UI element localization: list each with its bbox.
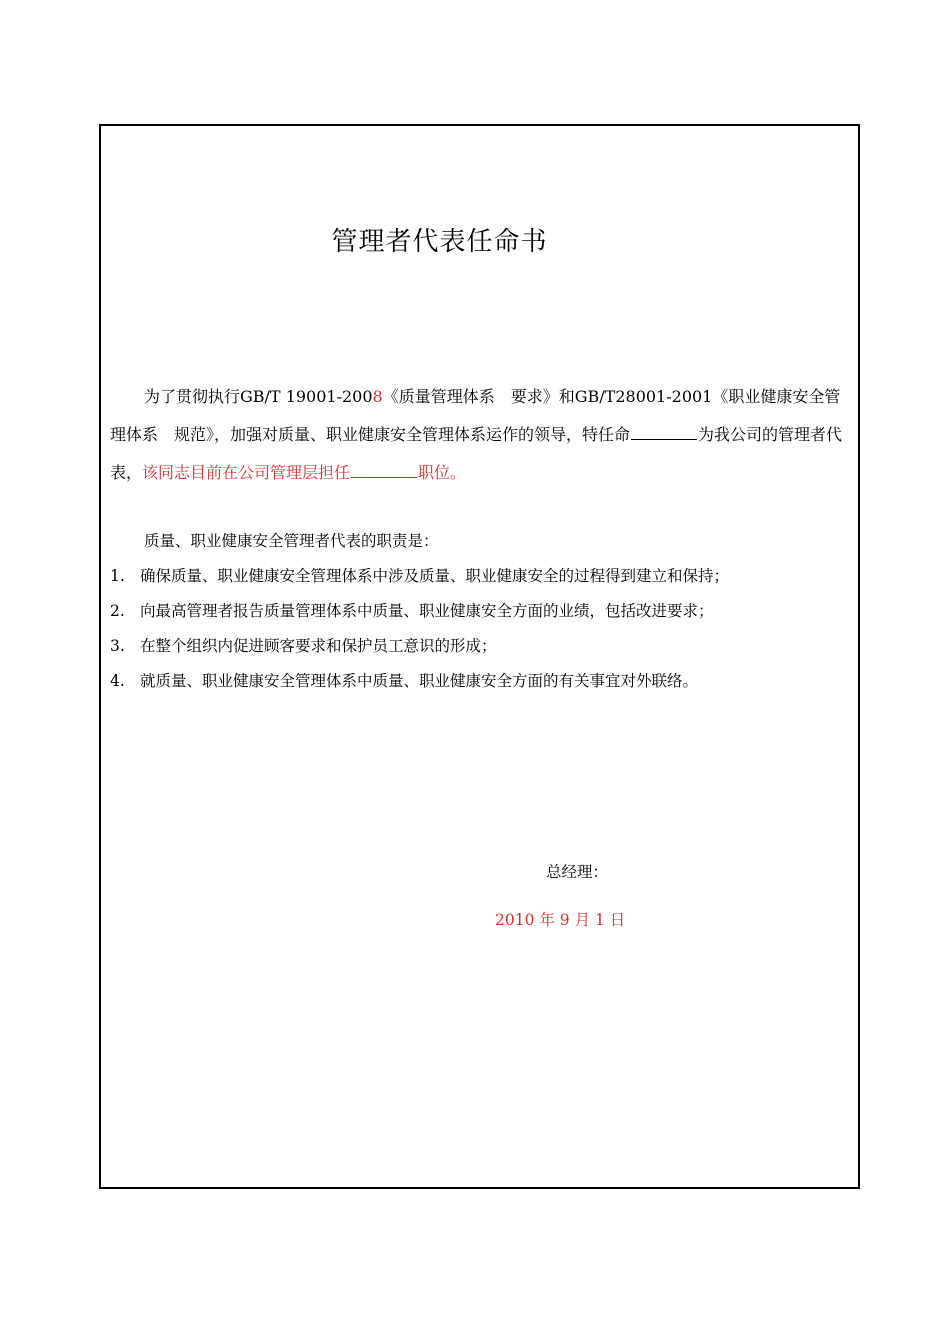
intro-year-digit: 8 [372, 387, 383, 406]
duties-heading: 质量、职业健康安全管理者代表的职责是： [144, 532, 439, 550]
signer-label: 总经理： [546, 863, 609, 881]
duty-number: 3. [110, 637, 125, 655]
appointee-name-blank[interactable] [631, 425, 697, 440]
intro-text-2: 《质量管理体系 要求》和GB/T28001-2001《职业健康安全管理体系 规范》，加强对质量、职业健康安全管理体系运作的领导，特任命 [110, 387, 841, 444]
duty-text: 在整个组织内促进顾客要求和保护员工意识的形成； [140, 637, 497, 655]
duty-number: 2. [110, 602, 125, 620]
duties-section [110, 524, 849, 699]
duty-number: 4. [110, 672, 125, 690]
duty-number: 1. [110, 567, 125, 585]
intro-position-suffix: 职位。 [418, 463, 467, 482]
document-title: 管理者代表任命书 [331, 227, 548, 257]
intro-position-text: 该同志目前在公司管理层担任 [142, 463, 351, 482]
document-frame [99, 124, 860, 1189]
duty-text: 向最高管理者报告质量管理体系中质量、职业健康安全方面的业绩，包括改进要求； [140, 602, 714, 620]
position-blank[interactable] [351, 463, 417, 478]
duty-item [110, 664, 849, 699]
duty-item [110, 629, 849, 664]
intro-text-3: 为我公司的管理者代表， [110, 425, 843, 482]
intro-text-1: 为了贯彻执行GB/T 19001-200 [144, 387, 373, 406]
signing-date: 2010 年 9 月 1 日 [495, 911, 626, 929]
duty-text: 确保质量、职业健康安全管理体系中涉及质量、职业健康安全的过程得到建立和保持； [140, 567, 730, 585]
duty-item [110, 559, 849, 594]
duty-text: 就质量、职业健康安全管理体系中质量、职业健康安全方面的有关事宜对外联络。 [140, 672, 699, 690]
duty-item [110, 594, 849, 629]
intro-paragraph [110, 378, 849, 492]
